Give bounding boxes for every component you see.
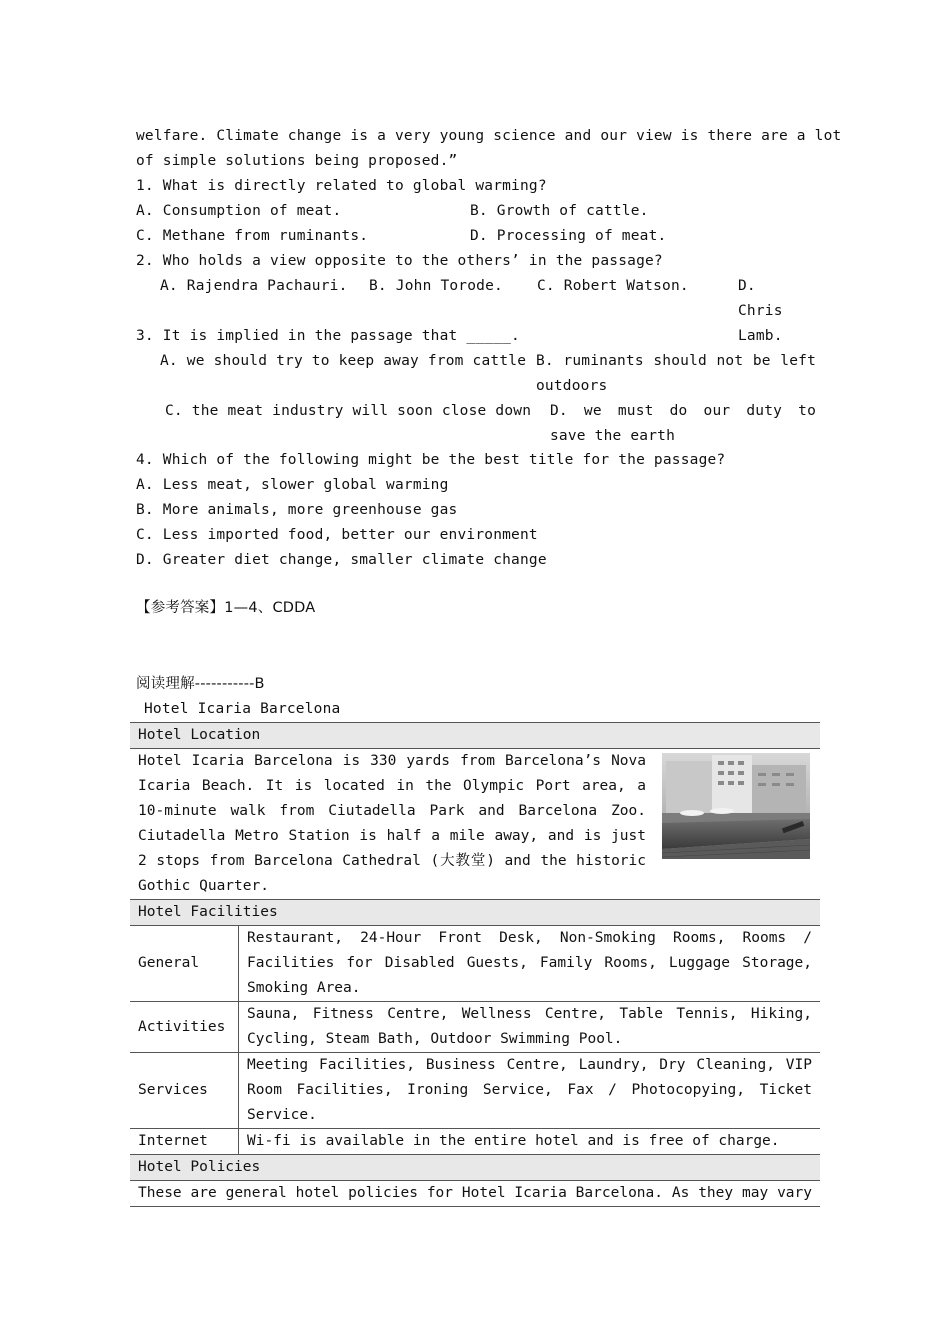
passage-line-2: of simple solutions being proposed.” xyxy=(136,153,458,169)
question-3-option-d: D. we must do our duty to save the earth xyxy=(550,403,816,444)
question-2-option-d-text: D. Chris Lamb. xyxy=(738,278,783,344)
hotel-pool-image xyxy=(662,753,810,859)
location-row xyxy=(130,749,820,900)
question-2-option-c: C. Robert Watson. xyxy=(537,278,689,294)
question-4-option-d: D. Greater diet change, smaller climate change xyxy=(136,552,547,568)
facility-category: Internet xyxy=(130,1129,239,1155)
hotel-name: Hotel Icaria Barcelona xyxy=(144,701,341,717)
facility-category: Activities xyxy=(130,1002,239,1053)
question-3-stem: 3. It is implied in the passage that _____. xyxy=(136,328,520,344)
hotel-info-table xyxy=(130,722,820,1207)
question-3-option-b: B. ruminants should not be left outdoors xyxy=(536,353,816,394)
facility-row-activities xyxy=(130,1002,820,1053)
question-2-stem: 2. Who holds a view opposite to the others’ in the passage? xyxy=(136,253,663,269)
question-1-option-b: B. Growth of cattle. xyxy=(470,203,649,219)
hotel-photo-frame xyxy=(662,749,812,859)
question-2-option-b: B. John Torode. xyxy=(369,278,503,294)
facilities-header: Hotel Facilities xyxy=(130,900,820,926)
facility-row-general xyxy=(130,926,820,1002)
question-3-option-c: C. the meat industry will soon close down xyxy=(165,403,532,419)
question-1-option-a: A. Consumption of meat. xyxy=(136,203,342,219)
answer-key: 【参考答案】1—4、CDDA xyxy=(136,600,316,616)
question-2-option-a: A. Rajendra Pachauri. xyxy=(160,278,348,294)
facility-details: Restaurant, 24-Hour Front Desk, Non-Smoking Rooms, Rooms / Facilities for Disabled Guests, Family Rooms, Luggage Storage, Smoking Area. xyxy=(239,926,821,1002)
policies-header: Hotel Policies xyxy=(130,1155,820,1181)
facility-category: General xyxy=(130,926,239,1002)
location-text: Hotel Icaria Barcelona is 330 yards from Barcelona’s Nova Icaria Beach. It is located in the Olympic Port area, a 10-minute walk from Ciutadella Park and Barcelona Zoo. Ciutadella Metro Station is half a mile away, and is just 2 stops from Barcelona Cathedral (大教堂) and the historic Gothic Quarter. xyxy=(138,753,646,894)
policies-text: These are general hotel policies for Hotel Icaria Barcelona. As they may vary xyxy=(130,1181,820,1207)
question-1-option-d: D. Processing of meat. xyxy=(470,228,667,244)
facility-row-internet xyxy=(130,1129,820,1155)
facility-details: Wi-fi is available in the entire hotel and is free of charge. xyxy=(239,1129,821,1155)
question-4-option-a: A. Less meat, slower global warming xyxy=(136,477,449,493)
section-b-heading: 阅读理解-----------B xyxy=(136,676,265,692)
facility-row-services xyxy=(130,1053,820,1129)
passage-line-1: welfare. Climate change is a very young science and our view is there are a lot xyxy=(136,128,842,144)
facility-category: Services xyxy=(130,1053,239,1129)
facility-details: Meeting Facilities, Business Centre, Laundry, Dry Cleaning, VIP Room Facilities, Ironing Service, Fax / Photocopying, Ticket Service. xyxy=(239,1053,821,1129)
question-1-option-c: C. Methane from ruminants. xyxy=(136,228,369,244)
facility-details: Sauna, Fitness Centre, Wellness Centre, Table Tennis, Hiking, Cycling, Steam Bath, Outdoor Swimming Pool. xyxy=(239,1002,821,1053)
question-3-option-a: A. we should try to keep away from cattle xyxy=(160,353,527,369)
question-4-option-c: C. Less imported food, better our environment xyxy=(136,527,538,543)
question-4-option-b: B. More animals, more greenhouse gas xyxy=(136,502,458,518)
question-4-stem: 4. Which of the following might be the best title for the passage? xyxy=(136,452,726,468)
question-1-stem: 1. What is directly related to global warming? xyxy=(136,178,547,194)
location-header: Hotel Location xyxy=(130,723,820,749)
